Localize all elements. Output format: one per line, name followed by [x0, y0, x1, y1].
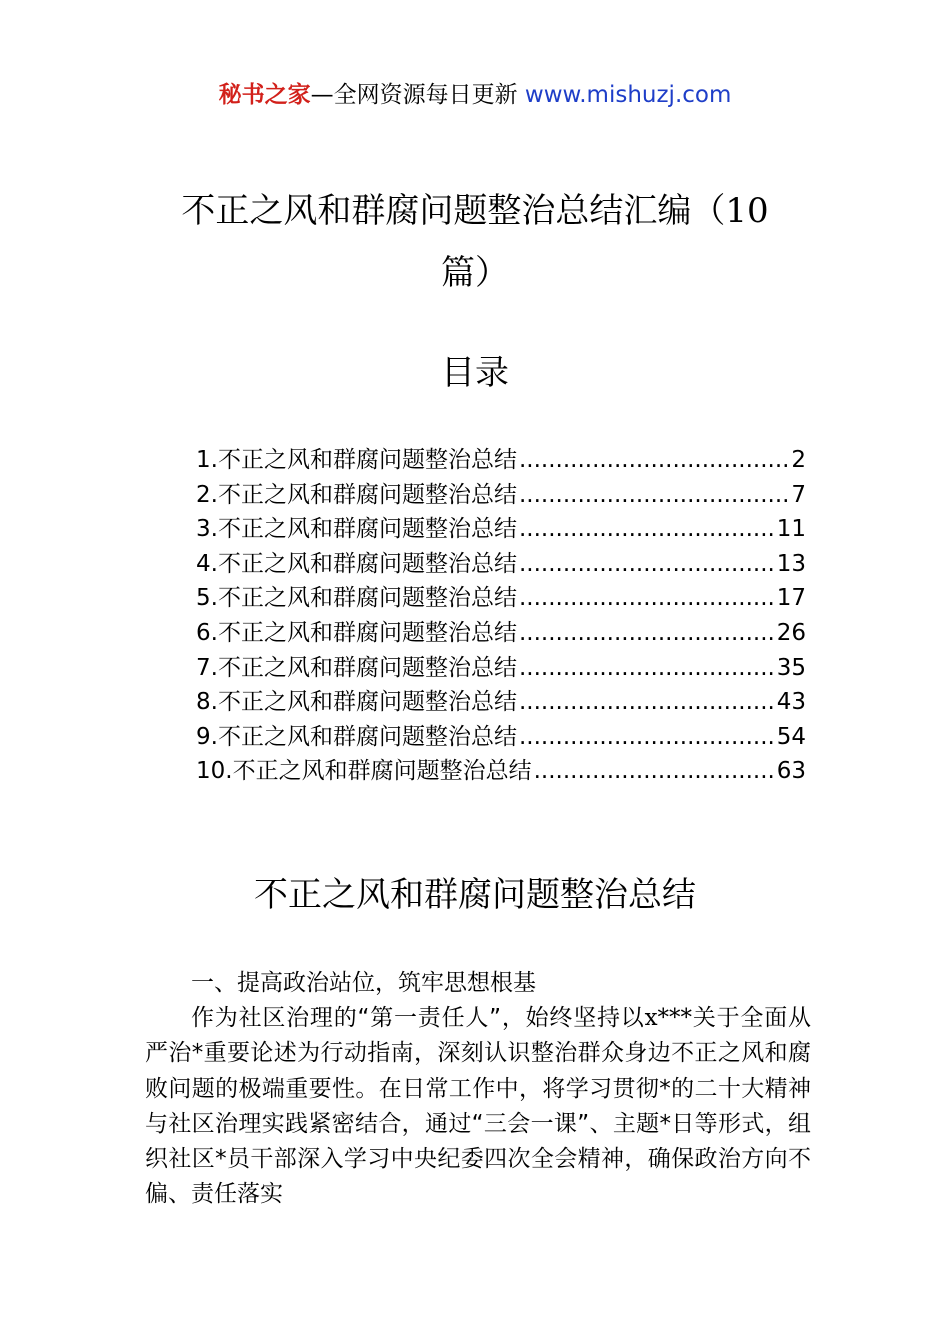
toc-leader-dots — [519, 685, 775, 720]
paragraph-serif-run: x*** — [644, 1005, 693, 1032]
toc-item[interactable] — [196, 616, 806, 651]
toc-item-page: 43 — [776, 689, 806, 716]
header-slogan: —全网资源每日更新 — [310, 82, 518, 108]
toc-leader-dots — [534, 754, 775, 789]
toc-item-label: 4.不正之风和群腐问题整治总结 — [196, 550, 517, 577]
toc-item[interactable] — [196, 478, 806, 513]
toc-item-page: 13 — [776, 550, 806, 577]
toc-leader-dots — [519, 651, 775, 686]
toc-item[interactable] — [196, 720, 806, 755]
toc-item-label: 9.不正之风和群腐问题整治总结 — [196, 723, 517, 750]
toc-item[interactable] — [196, 547, 806, 582]
paragraph-start: 作为社区治理的“第一责任人”，始终坚持以 — [191, 1005, 645, 1032]
toc-leader-dots — [519, 478, 789, 513]
toc-leader-dots — [519, 581, 775, 616]
toc-heading: 目录 — [441, 353, 509, 393]
site-link[interactable]: www.mishuzj.com — [524, 82, 732, 108]
toc-leader-dots — [519, 443, 789, 478]
toc-item-label: 7.不正之风和群腐问题整治总结 — [196, 654, 517, 681]
toc-item-page: 54 — [776, 723, 806, 750]
toc-item[interactable] — [196, 581, 806, 616]
toc-item-page: 17 — [776, 585, 806, 612]
toc-item-label: 2.不正之风和群腐问题整治总结 — [196, 481, 517, 508]
document-title-count: 10 — [725, 191, 769, 231]
brand-name: 秘书之家 — [218, 82, 311, 108]
toc-item-page: 35 — [776, 654, 806, 681]
page-header — [0, 80, 950, 110]
toc-item-label: 10.不正之风和群腐问题整治总结 — [196, 758, 532, 785]
toc-item-label: 6.不正之风和群腐问题整治总结 — [196, 619, 517, 646]
toc-item-label: 3.不正之风和群腐问题整治总结 — [196, 516, 517, 543]
paragraph-rest: 关于全面从严治*重要论述为行动指南，深刻认识整治群众身边不正之风和腐败问题的极端重要性。在日常工作中，将学习贯彻*的二十大精神与社区治理实践紧密结合，通过“三会一课”、主题*日等形式，组织社区*员干部深入学习中央纪委四次全会精神，确保政治方向不偏、责任落实 — [145, 1005, 811, 1208]
toc-item-page: 26 — [776, 619, 806, 646]
toc-item[interactable] — [196, 443, 806, 478]
toc-item[interactable] — [196, 685, 806, 720]
toc-item-label: 5.不正之风和群腐问题整治总结 — [196, 585, 517, 612]
toc-item-page: 63 — [776, 758, 806, 785]
section-subheading: 一、提高政治站位，筑牢思想根基 — [191, 970, 536, 996]
document-title — [150, 180, 800, 304]
body-paragraph — [145, 1001, 811, 1212]
toc-leader-dots — [519, 616, 775, 651]
toc-item-page: 7 — [791, 481, 806, 508]
toc-item-page: 2 — [791, 447, 806, 473]
toc-leader-dots — [519, 512, 775, 547]
document-title-text: 不正之风和群腐问题整治总结汇编（ — [181, 191, 726, 231]
toc-leader-dots — [519, 547, 775, 582]
toc-item-label: 1.不正之风和群腐问题整治总结 — [196, 447, 517, 473]
table-of-contents — [196, 443, 806, 789]
toc-item[interactable] — [196, 754, 806, 789]
document-title-suffix: 篇） — [441, 253, 509, 293]
section-body — [145, 966, 811, 1212]
toc-item[interactable] — [196, 512, 806, 547]
section-title: 不正之风和群腐问题整治总结 — [254, 875, 696, 915]
toc-item-label: 8.不正之风和群腐问题整治总结 — [196, 689, 517, 716]
toc-leader-dots — [519, 720, 775, 755]
toc-item[interactable] — [196, 651, 806, 686]
toc-item-page: 11 — [776, 516, 806, 543]
